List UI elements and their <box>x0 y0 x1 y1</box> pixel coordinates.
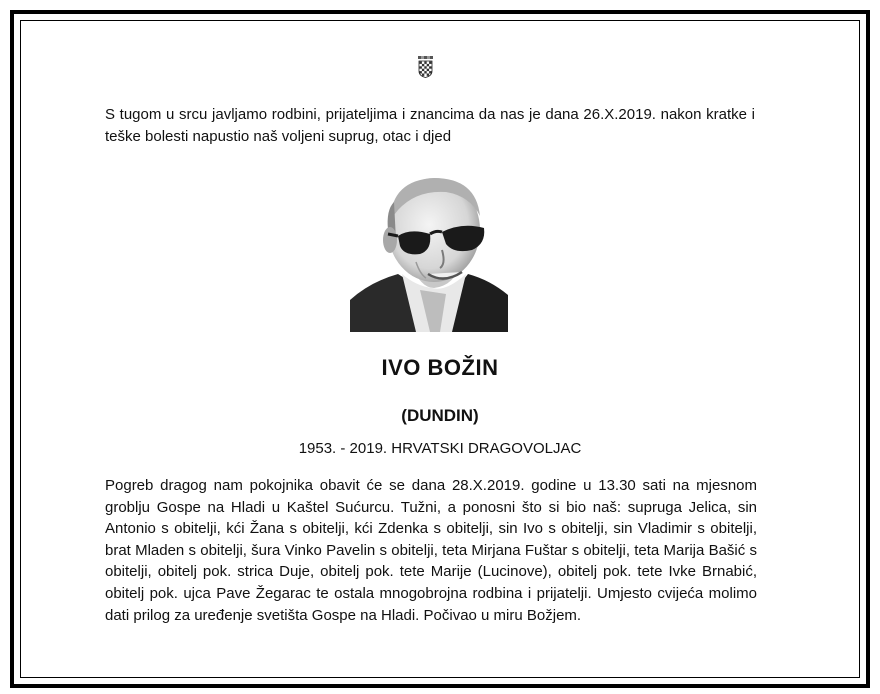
deceased-name: IVO BOŽIN <box>381 355 499 380</box>
portrait-photo <box>350 170 508 332</box>
croatian-coat-of-arms-icon <box>418 56 433 78</box>
deceased-nickname: (DUNDIN) <box>401 406 479 425</box>
funeral-details-text: Pogreb dragog nam pokojnika obavit će se dana 28.X.2019. godine u 13.30 sati na mjesnom groblju Gospe na Hladi u Kaštel Sućurcu. Tužni, a ponosni što si bio naš: supruga Jelica, sin Antonio s obitelji, kći Žana s obitelji, kći Zdenka s obitelji, sin Ivo s obitelji, sin Vladimir s obitelji, brat Mladen s obitelji, šura Vinko Pavelin s obitelji, teta Mirjana Fuštar s obitelji, teta Marija Bašić s obitelji, obitelj pok. strica Duje, obitelj pok. tete Marije (Lucinove), obitelj pok. tete Ivke Brnabić, obitelj pok. ujca Pave Žegarac te ostala mnogobrojna rodbina i prijatelji. Umjesto cvijeća molimo dati prilog za uređenje svetišta Gospe na Hladi. Počivao u miru Božjem. <box>105 477 757 624</box>
intro-text: S tugom u srcu javljamo rodbini, prijateljima i znancima da nas je dana 26.X.2019. nakon kratke i teške bolesti napustio naš voljeni suprug, otac i djed <box>105 106 755 145</box>
life-years: 1953. - 2019. HRVATSKI DRAGOVOLJAC <box>298 440 582 457</box>
